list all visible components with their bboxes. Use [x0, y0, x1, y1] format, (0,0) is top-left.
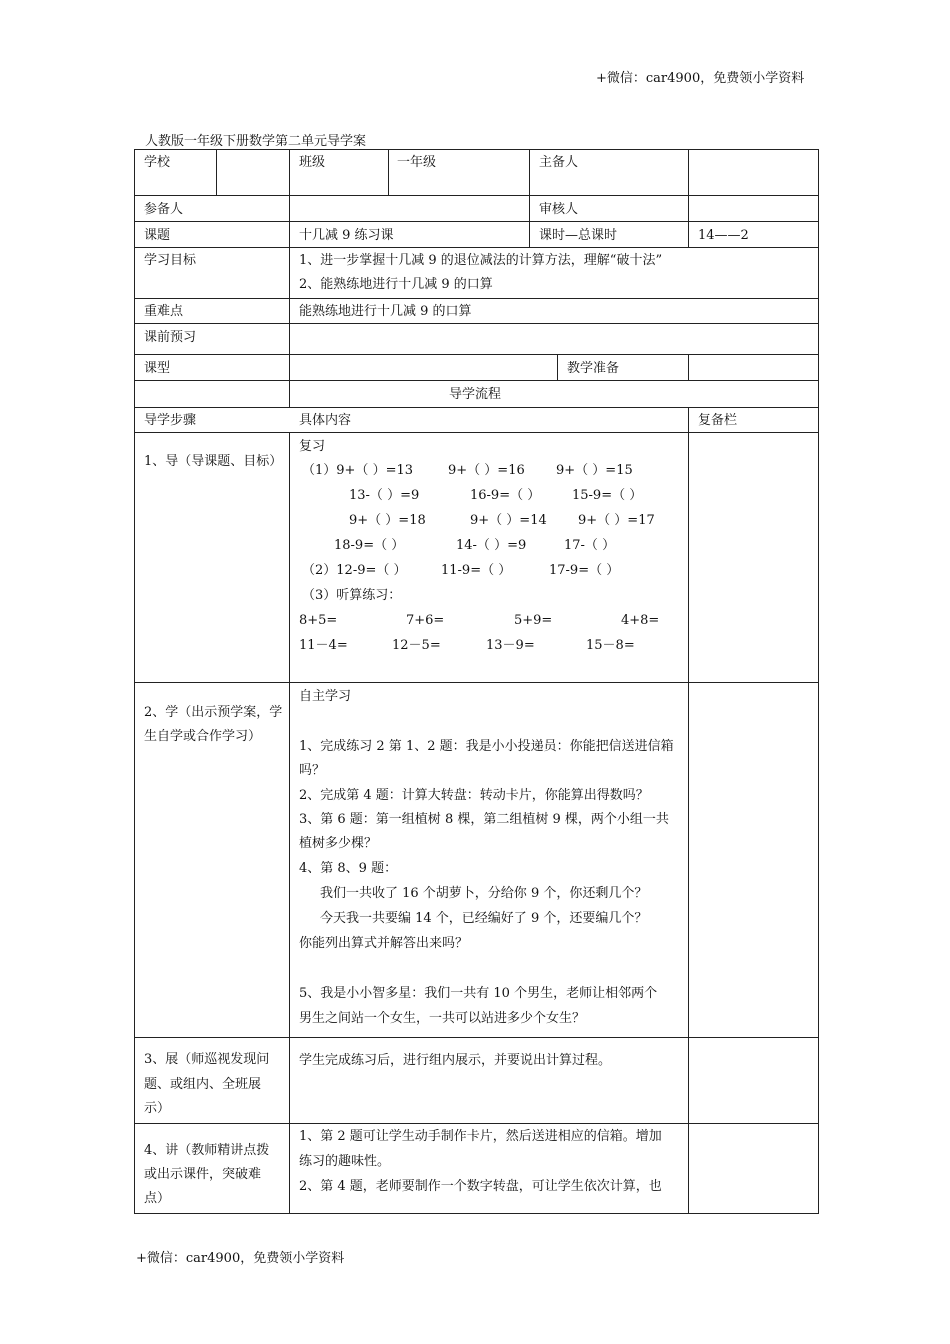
exercise-item: 9+（ ）=14	[470, 513, 547, 528]
step-label: 题、或组内、全班展	[144, 1077, 262, 1092]
exercise-item: 11－4=	[299, 638, 348, 653]
exercise-item: 7+6=	[406, 613, 445, 628]
step-content-line: 学生完成练习后，进行组内展示，并要说出计算过程。	[299, 1053, 612, 1068]
step-content-line: 男生之间站一个女生，一共可以站进多少个女生？	[299, 1011, 586, 1026]
step-content-line: 4、第 8、9 题：	[299, 861, 398, 876]
exercise-item: 16-9=（ ）	[470, 488, 541, 503]
listening-heading: （3）听算练习：	[302, 588, 402, 603]
exercise-item: 9+（ ）=18	[349, 513, 426, 528]
step-content-line: 1、第 2 题可让学生动手制作卡片，然后送进相应的信箱。增加	[299, 1129, 662, 1144]
col-header-notes: 复备栏	[698, 413, 738, 428]
step-content-line: 自主学习	[299, 689, 352, 704]
key-point-value: 能熟练地进行十几减 9 的口算	[299, 304, 472, 319]
exercise-item: 15-9=（ ）	[572, 488, 643, 503]
step-label: 2、学（出示预学案，学	[144, 705, 283, 720]
exercise-item: 9+（ ）=16	[448, 463, 525, 478]
col-header-content: 具体内容	[299, 413, 352, 428]
exercise-item: 13－9=	[486, 638, 535, 653]
flow-title: 导学流程	[449, 387, 502, 402]
step-label: 4、讲（教师精讲点拨	[144, 1143, 270, 1158]
exercise-item: （1）9+（ ）=13	[302, 463, 414, 478]
step-label: 1、导（导课题、目标）	[144, 454, 283, 469]
header-note: +微信：car4900，免费领小学资料	[596, 71, 805, 86]
topic-value: 十几减 9 练习课	[299, 228, 394, 243]
step-content-line: 练习的趣味性。	[299, 1154, 391, 1169]
step-content-line: 2、完成第 4 题：计算大转盘：转动卡片，你能算出得数吗？	[299, 788, 649, 803]
step-content-line: 3、第 6 题：第一组植树 8 棵，第二组植树 9 棵，两个小组一共	[299, 812, 669, 827]
step-label: 示）	[144, 1101, 171, 1116]
col-header-step: 导学步骤	[144, 413, 197, 428]
topic-label: 课题	[144, 228, 171, 243]
exercise-item: 4+8=	[621, 613, 660, 628]
co-preparer-label: 参备人	[144, 202, 184, 217]
step-content-line: 植树多少棵？	[299, 836, 378, 851]
step-content-line: 2、第 4 题，老师要制作一个数字转盘，可让学生依次计算，也	[299, 1179, 662, 1194]
learning-goal-label: 学习目标	[144, 253, 197, 268]
step-content-line: 你能列出算式并解答出来吗？	[299, 936, 469, 951]
exercise-item: 12－5=	[392, 638, 441, 653]
step-content-line: 1、完成练习 2 第 1、2 题：我是小小投递员：你能把信送进信箱	[299, 739, 674, 754]
document-title: 人教版一年级下册数学第二单元导学案	[145, 134, 367, 149]
step-content-heading: 复习	[299, 439, 326, 454]
reviewer-label: 审核人	[539, 202, 579, 217]
step-label: 3、展（师巡视发现问	[144, 1052, 270, 1067]
exercise-item: 15－8=	[586, 638, 635, 653]
class-value: 一年级	[397, 155, 437, 170]
period-value: 14——2	[698, 228, 749, 243]
key-point-label: 重难点	[144, 304, 184, 319]
step-label: 点）	[144, 1191, 171, 1206]
step-content-line: 5、我是小小智多星：我们一共有 10 个男生，老师让相邻两个	[299, 986, 658, 1001]
lead-preparer-label: 主备人	[539, 155, 579, 170]
exercise-item: 8+5=	[299, 613, 338, 628]
school-label: 学校	[144, 155, 171, 170]
step-label: 生自学或合作学习）	[144, 729, 262, 744]
exercise-item: 11-9=（ ）	[441, 563, 512, 578]
step-content-line: 我们一共收了 16 个胡萝卜，分给你 9 个，你还剩几个？	[320, 886, 648, 901]
exercise-item: 9+（ ）=15	[556, 463, 633, 478]
exercise-item: 17-9=（ ）	[549, 563, 620, 578]
exercise-item: （2）12-9=（ ）	[302, 563, 407, 578]
footer-note: +微信：car4900，免费领小学资料	[136, 1251, 345, 1266]
step-label: 或出示课件，突破难	[144, 1167, 262, 1182]
learning-goal-line: 2、能熟练地进行十几减 9 的口算	[299, 277, 493, 292]
exercise-item: 9+（ ）=17	[578, 513, 655, 528]
step-content-line: 今天我一共要编 14 个，已经编好了 9 个，还要编几个？	[320, 911, 648, 926]
exercise-item: 14-（ ）=9	[456, 538, 527, 553]
teaching-prep-label: 教学准备	[567, 361, 620, 376]
exercise-item: 17-（ ）	[564, 538, 616, 553]
step-content-line: 吗？	[299, 763, 326, 778]
preview-label: 课前预习	[144, 330, 197, 345]
exercise-item: 5+9=	[514, 613, 553, 628]
lesson-type-label: 课型	[144, 361, 171, 376]
class-label: 班级	[299, 155, 326, 170]
learning-goal-line: 1、进一步掌握十几减 9 的退位减法的计算方法，理解“破十法”	[299, 253, 663, 268]
exercise-item: 18-9=（ ）	[334, 538, 405, 553]
period-label: 课时—总课时	[539, 228, 618, 243]
exercise-item: 13-（ ）=9	[349, 488, 420, 503]
